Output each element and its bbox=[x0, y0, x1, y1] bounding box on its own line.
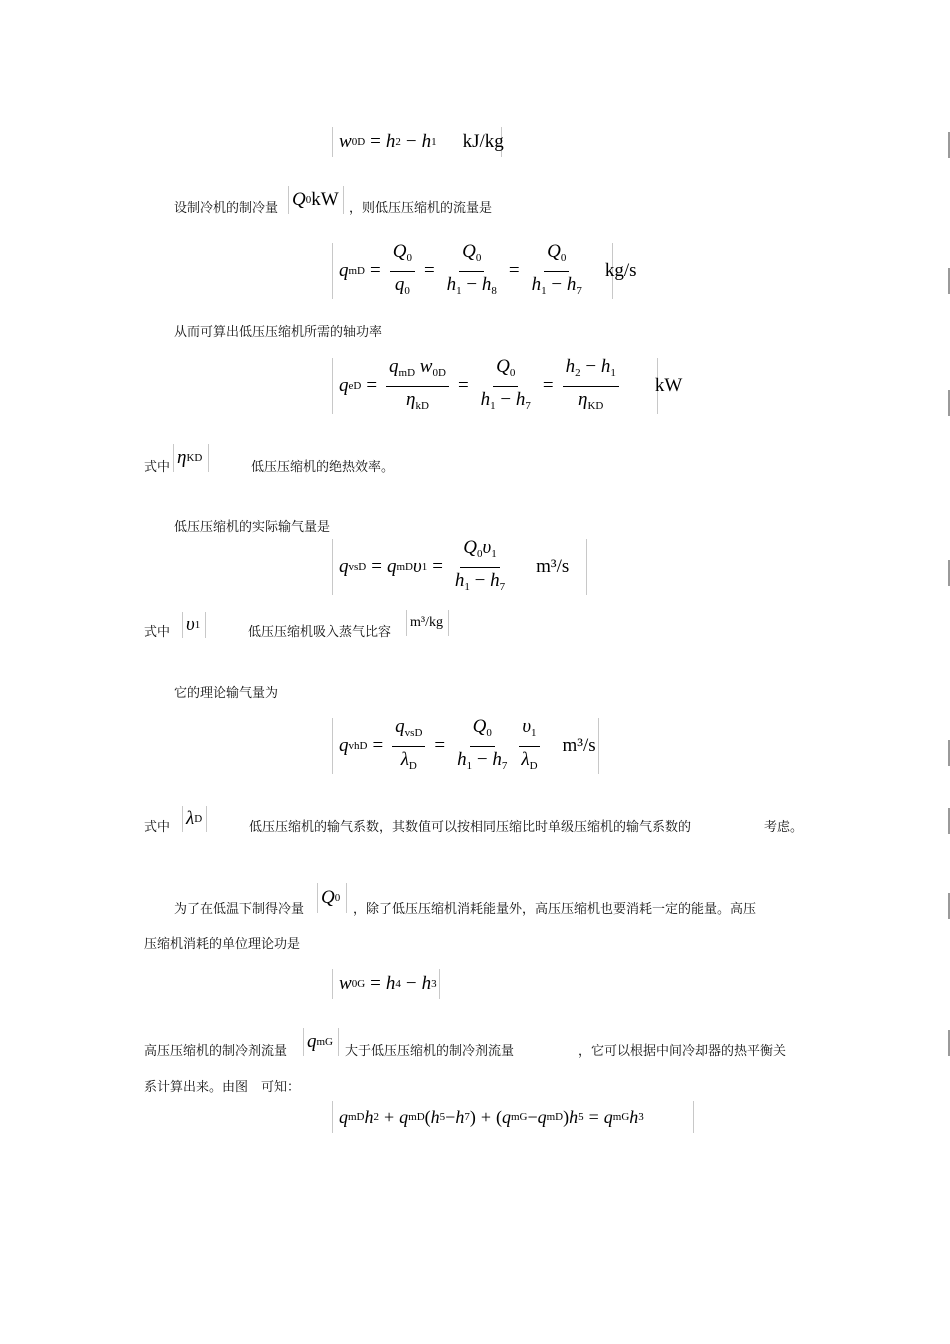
fraction-q0-over-q0: $\frac{Q_0}{q_0}$ bbox=[390, 240, 415, 303]
fraction-q0-over-h1-h7-c: $\frac{Q_0}{h_1 - h_7}$ bbox=[457, 715, 508, 772]
text-adiabatic-efficiency: 低压压缩机的绝热效率。 bbox=[251, 460, 395, 475]
text-where-2: 式中 bbox=[144, 625, 171, 640]
text-high-pressure-work-intro: 压缩机消耗的单位理论功是 bbox=[144, 937, 301, 952]
text-greater-than-low-flow: 大于低压压缩机的制冷剂流量 bbox=[345, 1044, 515, 1059]
fraction-q0-over-h1-h7-b: $\frac{Q_0}{h_1 - h_7}$ bbox=[480, 355, 531, 412]
equation-w0d: w 0D = h 2 − h 1 kJ/kg bbox=[332, 127, 502, 157]
text-consider: 考虑。 bbox=[764, 820, 804, 835]
equation-qvhd: q vhD = $\frac{q_{vsD}}{\lambda_D}$ = $\frac{Q_0}{h_1 - h_7}$ $\frac{\upsilon_1}{\lambda_D}$ m³/s bbox=[332, 718, 599, 774]
text-high-pressure-energy: ，除了低压压缩机消耗能量外，高压压缩机也要消耗一定的能量。高压 bbox=[353, 902, 757, 917]
equation-qed: q eD = $\frac{q_{mD} w_{0D}}{\eta_{kD}}$ = $\frac{Q_0}{h_1 - h_7}$ = $\frac{h_2 - h_1}{\eta_{KD}}$ kW bbox=[332, 358, 658, 414]
unit-kw: kW bbox=[654, 375, 683, 396]
text-where-1: 式中 bbox=[144, 460, 171, 475]
text-high-pressure-flow: 高压压缩机的制冷剂流量 bbox=[144, 1044, 288, 1059]
fraction-qvsd-over-lambda: $\frac{q_{vsD}}{\lambda_D}$ bbox=[392, 715, 425, 778]
text-from-figure: 系计算出来。由图 可知： bbox=[144, 1080, 301, 1095]
unit-m3s-2: m³/s bbox=[562, 735, 596, 756]
fraction-h2-h1-over-eta: $\frac{h_2 - h_1}{\eta_{KD}}$ bbox=[563, 355, 619, 418]
equation-qvsd: q vsD = q mD υ 1 = $\frac{Q_0\upsilon_1}{h_1 - h_7}$ m³/s bbox=[332, 539, 587, 595]
equation-qmd: q mD = $\frac{Q_0}{q_0}$ = $\frac{Q_0}{h_1 - h_8}$ = $\frac{Q_0}{h_1 - h_7}$ kg/s bbox=[332, 243, 613, 299]
text-low-pressure-flow: ，则低压压缩机的流量是 bbox=[349, 201, 493, 216]
unit-m3kg: m³/kg bbox=[410, 615, 443, 630]
text-actual-displacement-intro: 低压压缩机的实际输气量是 bbox=[174, 520, 331, 535]
fraction-qmd-w0d-over-eta: $\frac{q_{mD} w_{0D}}{\eta_{kD}}$ bbox=[386, 355, 449, 418]
fraction-v1-over-lambda: $\frac{\upsilon_1}{\lambda_D}$ bbox=[518, 715, 540, 778]
text-heat-balance: ，它可以根据中间冷却器的热平衡关 bbox=[578, 1044, 787, 1059]
inline-v1: υ 1 bbox=[182, 612, 206, 638]
unit-kgs: kg/s bbox=[604, 260, 637, 281]
equation-w0g: w 0G = h 4 − h 3 bbox=[332, 969, 440, 999]
inline-unit-m3kg bbox=[406, 610, 449, 636]
inline-qmg: q mG bbox=[303, 1028, 339, 1056]
inline-lambda-d: λ D bbox=[182, 806, 207, 832]
unit-m3s-1: m³/s bbox=[536, 556, 570, 577]
inline-eta-kd: η KD bbox=[173, 444, 209, 472]
text-shaft-power-intro: 从而可算出低压压缩机所需的轴功率 bbox=[174, 325, 383, 340]
fraction-q0-over-h1-h8: $\frac{Q_0}{h_1 - h_8}$ bbox=[446, 240, 497, 297]
text-displacement-coefficient: 低压压缩机的输气系数，其数值可以按相同压缩比时单级压缩机的输气系数的 bbox=[249, 820, 692, 835]
text-specific-volume: 低压压缩机吸入蒸气比容 bbox=[248, 625, 392, 640]
text-low-temp-cooling: 为了在低温下制得冷量 bbox=[174, 902, 305, 917]
fraction-q0-v1-over-h1-h7: $\frac{Q_0\upsilon_1}{h_1 - h_7}$ bbox=[454, 536, 506, 593]
text-where-3: 式中 bbox=[144, 820, 171, 835]
fraction-q0-over-h1-h7: $\frac{Q_0}{h_1 - h_7}$ bbox=[531, 240, 582, 297]
text-refrigeration-capacity: 设制冷机的制冷量 bbox=[174, 201, 279, 216]
inline-q0-kw: Q 0 kW bbox=[288, 186, 344, 214]
equation-heat-balance: q mD h 2 + q mD ( h 5 − h 7 ) + ( q mG − q mD ) h 5 = q mG h 3 bbox=[332, 1101, 694, 1133]
unit-kjkg: kJ/kg bbox=[462, 131, 504, 152]
text-theoretical-displacement-intro: 它的理论输气量为 bbox=[174, 686, 279, 701]
unit-kw-inline: kW bbox=[311, 189, 339, 210]
inline-q0: Q 0 bbox=[317, 883, 347, 913]
